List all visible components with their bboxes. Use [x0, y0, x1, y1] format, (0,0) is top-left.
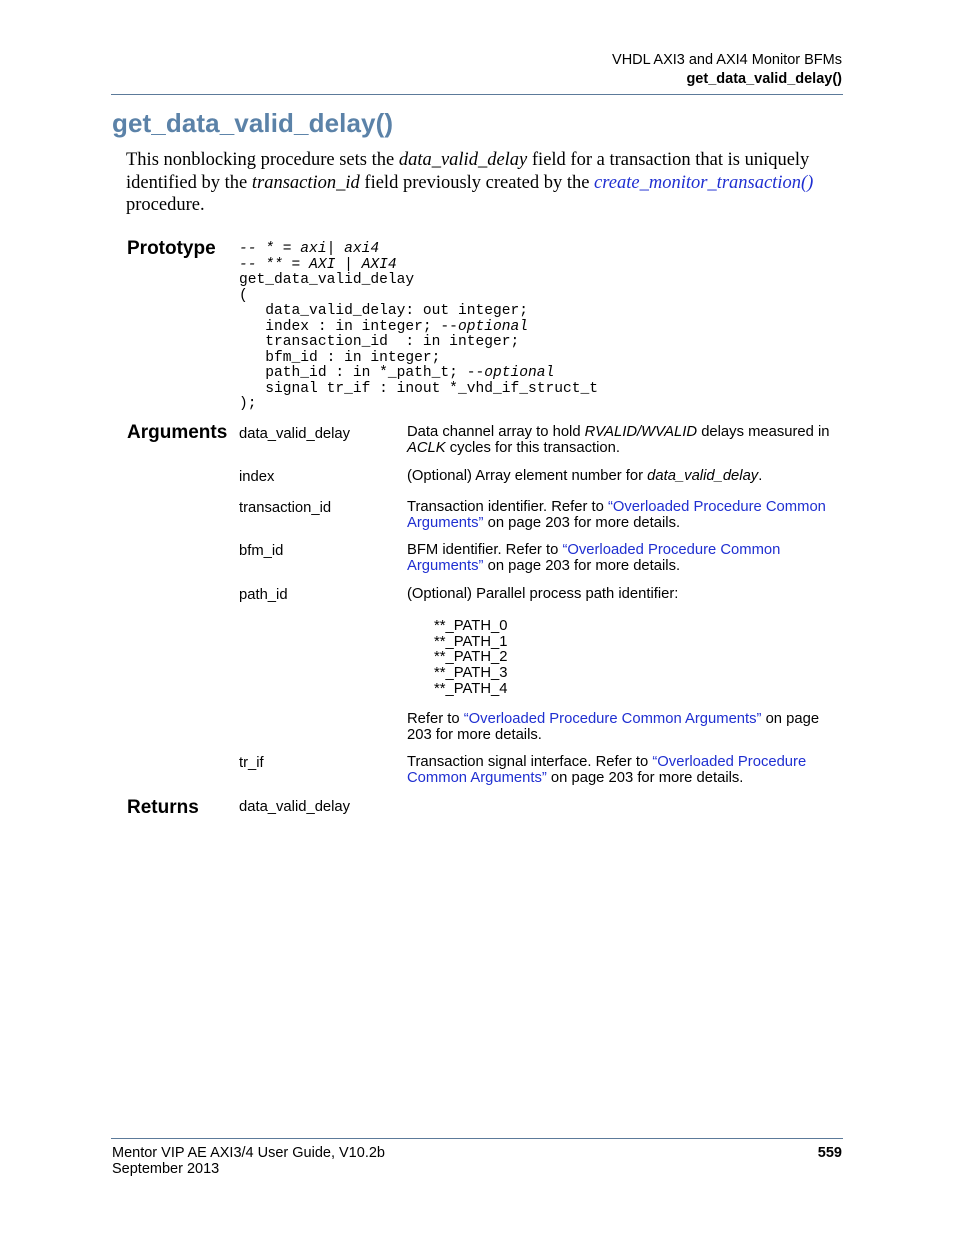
path-value: **_PATH_3 — [434, 665, 508, 681]
arg-desc-text: (Optional) Array element number for — [407, 468, 648, 484]
footer-date: September 2013 — [112, 1161, 220, 1177]
code-comment: optional — [457, 318, 529, 335]
arg-desc-text: on page 203 for more details. — [546, 769, 744, 786]
prototype-code — [239, 242, 598, 413]
arg-name-path-id: path_id — [239, 587, 288, 603]
arg-desc-index — [407, 469, 843, 485]
arg-desc-path-id-refer — [407, 712, 843, 743]
prototype-label: Prototype — [127, 238, 216, 259]
arg-name-tr-if: tr_if — [239, 755, 264, 771]
page-number: 559 — [817, 1145, 842, 1161]
code-comment: -- ** = AXI | AXI4 — [239, 256, 397, 273]
arg-desc-data-valid-delay — [407, 425, 843, 456]
running-header-section: VHDL AXI3 and AXI4 Monitor BFMs — [612, 52, 842, 68]
overloaded-args-link[interactable]: “Overloaded Procedure Common Arguments” — [463, 711, 762, 727]
intro-field-name: transaction_id — [251, 172, 360, 193]
arg-desc-text: on page 203 for more details. — [483, 557, 681, 574]
arg-desc-signal: RVALID/WVALID — [584, 424, 698, 440]
arguments-label: Arguments — [127, 422, 228, 443]
arg-desc-text: delays measured in — [697, 424, 830, 440]
arg-desc-path-id: (Optional) Parallel process path identifier: — [407, 586, 679, 602]
code-line: get_data_valid_delay — [239, 272, 415, 288]
code-line: data_valid_delay: out integer; — [239, 303, 529, 319]
returns-value: data_valid_delay — [239, 799, 351, 815]
code-line: path_id : in *_path_t; -- — [239, 365, 485, 381]
footer-rule — [111, 1138, 843, 1139]
path-value: **_PATH_0 — [434, 618, 508, 634]
arg-name-transaction-id: transaction_id — [239, 500, 332, 516]
code-line: index : in integer; -- — [239, 318, 458, 335]
intro-text: This nonblocking procedure sets the — [126, 150, 399, 170]
overloaded-args-link[interactable]: “Overloaded Procedure Common Arguments” — [407, 754, 807, 786]
arg-desc-text: Transaction identifier. Refer to — [407, 499, 608, 515]
code-comment: -- * = axi| axi4 — [239, 241, 380, 257]
header-rule — [111, 94, 843, 95]
code-comment: optional — [484, 365, 555, 381]
arg-desc-bfm-id — [407, 543, 843, 574]
intro-text: field for a transaction that is uniquely identified by the — [126, 150, 810, 193]
arg-desc-text: . — [758, 468, 763, 484]
arg-desc-text: Refer to — [407, 711, 464, 727]
arg-desc-signal: ACLK — [407, 439, 446, 456]
footer-guide-title: Mentor VIP AE AXI3/4 User Guide, V10.2b — [112, 1145, 385, 1161]
overloaded-args-link[interactable]: “Overloaded Procedure Common Arguments” — [407, 499, 826, 531]
arg-desc-text: on page 203 for more details. — [483, 514, 681, 531]
arg-desc-text: Transaction signal interface. Refer to — [407, 754, 653, 770]
arg-desc-field: data_valid_delay — [647, 468, 759, 484]
arg-desc-text: on page 203 for more details. — [407, 711, 820, 743]
path-value: **_PATH_1 — [434, 634, 508, 650]
code-line: ); — [239, 396, 257, 412]
path-value: **_PATH_4 — [434, 681, 508, 697]
code-line: transaction_id : in integer; — [239, 334, 520, 350]
code-line: ( — [239, 287, 248, 304]
arg-desc-transaction-id — [407, 500, 843, 531]
code-line: bfm_id : in integer; — [239, 349, 441, 366]
arg-name-bfm-id: bfm_id — [239, 543, 284, 559]
arg-desc-text: Data channel array to hold — [407, 424, 585, 440]
intro-field-name: data_valid_delay — [398, 150, 528, 170]
intro-paragraph — [126, 149, 838, 217]
arg-name-data-valid-delay: data_valid_delay — [239, 426, 351, 442]
arg-desc-text: cycles for this transaction. — [445, 439, 620, 456]
arg-desc-text: BFM identifier. Refer to — [407, 542, 563, 558]
arg-desc-tr-if — [407, 755, 843, 786]
intro-text: procedure. — [126, 195, 205, 215]
arg-name-index: index — [239, 469, 275, 485]
overloaded-args-link[interactable]: “Overloaded Procedure Common Arguments” — [407, 542, 781, 574]
page-title: get_data_valid_delay() — [112, 108, 394, 138]
create-monitor-transaction-link[interactable]: create_monitor_transaction() — [594, 172, 814, 193]
path-value: **_PATH_2 — [434, 649, 508, 665]
returns-label: Returns — [127, 797, 199, 818]
intro-text: field previously created by the — [359, 172, 595, 193]
running-header-topic: get_data_valid_delay() — [686, 71, 842, 87]
code-line: signal tr_if : inout *_vhd_if_struct_t — [239, 380, 599, 397]
